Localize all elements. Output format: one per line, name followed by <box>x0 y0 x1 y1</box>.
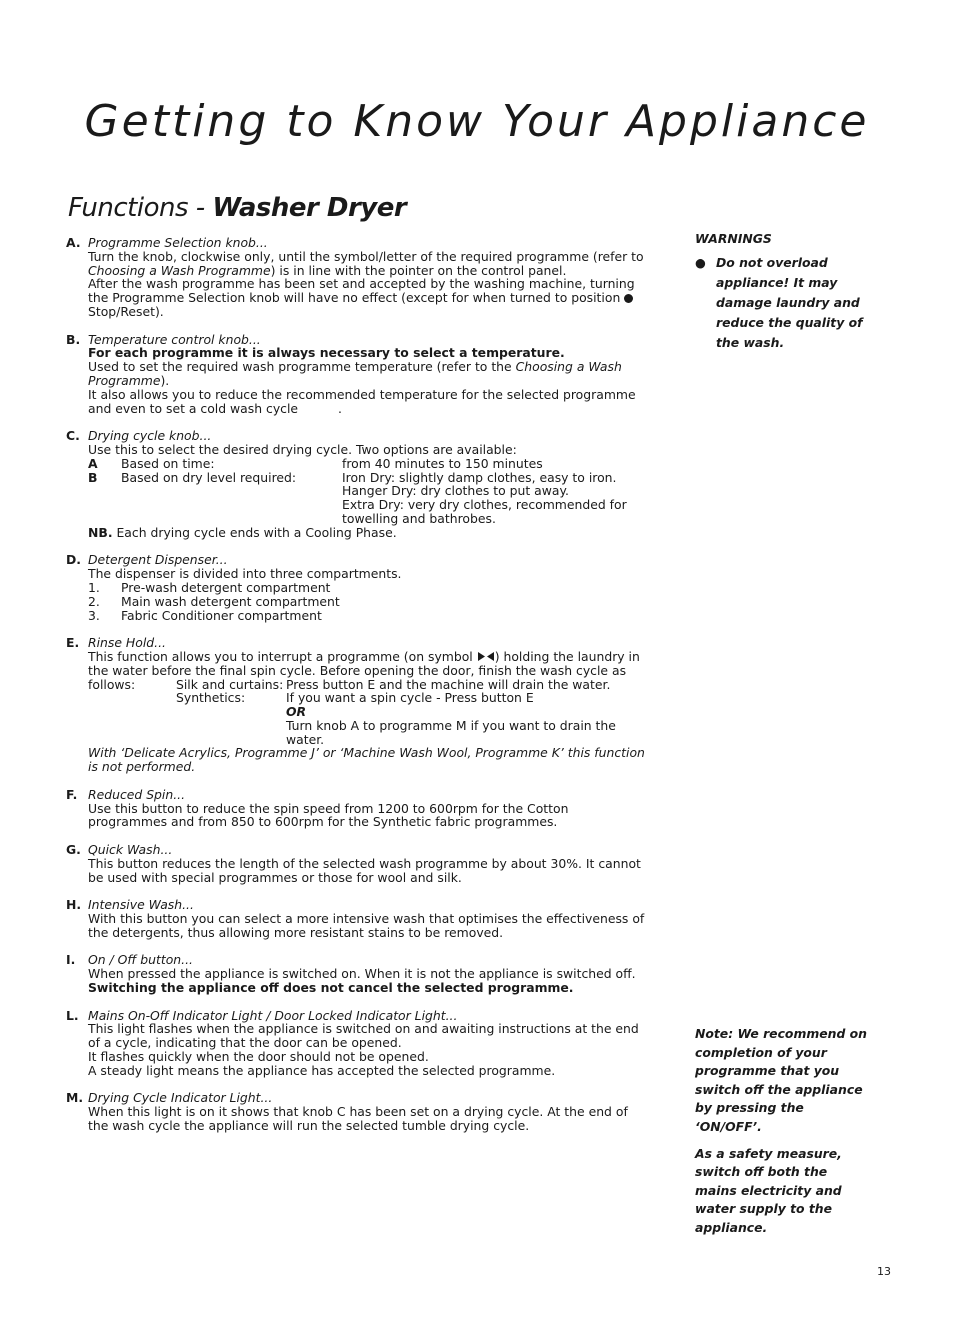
subtitle-bold: Washer Dryer <box>212 193 407 223</box>
function-bold-text: Switching the appliance off does not cancel the selected programme. <box>88 980 574 996</box>
list-item <box>88 581 646 595</box>
list-text: Main wash detergent compartment <box>121 593 340 609</box>
follows-label: follows: <box>88 676 136 692</box>
option-value: Turn knob A to programme M if you want to drain the water. <box>286 717 616 747</box>
function-heading: Drying Cycle Indicator Light... <box>88 1090 273 1106</box>
function-heading: Drying cycle knob... <box>88 428 212 444</box>
function-text: The dispenser is divided into three compartments. <box>88 566 402 582</box>
function-letter: C. <box>66 428 80 444</box>
function-c <box>66 429 646 539</box>
function-text: With this button you can select a more intensive wash that optimises the effectiveness of the detergents, thus allowing more resistant stains to be removed. <box>88 911 645 940</box>
text-run: ). <box>160 372 170 388</box>
option-value: Hanger Dry: dry clothes to put away. <box>342 483 569 499</box>
option-label: Based on time: <box>121 455 215 471</box>
function-text: When pressed the appliance is switched on. When it is not the appliance is switched off. <box>88 966 636 982</box>
note-text: As a safety measure, switch off both the mains electricity and water supply to the appliance. <box>695 1145 842 1235</box>
function-text <box>88 650 646 678</box>
text-run: Used to set the required wash programme temperature (refer to the <box>88 359 516 375</box>
function-heading: Quick Wash... <box>88 842 173 858</box>
function-heading: Detergent Dispenser... <box>88 552 228 568</box>
list-num: 3. <box>88 607 100 623</box>
option-label: Based on dry level required: <box>121 469 297 485</box>
function-text: Use this to select the desired drying cycle. Two options are available: <box>88 441 517 457</box>
option-value: If you want a spin cycle - Press button E <box>286 690 534 706</box>
function-heading: Mains On-Off Indicator Light / Door Locked Indicator Light... <box>88 1007 458 1023</box>
warnings-title: WARNINGS <box>695 231 772 246</box>
function-letter: L. <box>66 1007 79 1023</box>
nb-text: Each drying cycle ends with a Cooling Phase. <box>112 524 397 540</box>
function-g <box>66 843 646 884</box>
warning-text: Do not overload appliance! It may damage laundry and reduce the quality of the wash. <box>716 255 863 350</box>
section-subtitle <box>68 193 406 223</box>
subtitle-prefix: Functions - <box>68 193 213 223</box>
function-text: Use this button to reduce the spin speed from 1200 to 600rpm for the Cotton programmes and from 850 to 600rpm for the Synthetic fabric programmes. <box>88 800 569 830</box>
list-num: 1. <box>88 579 100 595</box>
function-text <box>88 277 646 318</box>
drying-option-b <box>88 471 646 526</box>
rinse-option-silk <box>88 678 646 692</box>
functions-list <box>66 236 646 1147</box>
option-label: Synthetics: <box>176 690 246 706</box>
list-item <box>88 595 646 609</box>
option-or: OR <box>286 704 307 720</box>
warnings-box <box>695 229 865 353</box>
function-letter: B. <box>66 331 81 347</box>
text-run: After the wash programme has been set and accepted by the washing machine, turning the Programme Selection knob will have no effect (except for when turned to position <box>88 276 635 306</box>
option-value: Iron Dry: slightly damp clothes, easy to iron. <box>342 469 617 485</box>
notes-box <box>695 1025 871 1246</box>
function-letter: I. <box>66 952 76 968</box>
text-run-italic: Choosing a Wash Programme <box>88 359 622 388</box>
text-run: This function allows you to interrupt a programme (on symbol <box>88 648 477 664</box>
function-note: With ‘Delicate Acrylics, Programme J’ or ‘Machine Wash Wool, Programme K’ this function is not performed. <box>88 745 645 775</box>
function-text <box>88 388 646 416</box>
text-run: It also allows you to reduce the recommended temperature for the selected programme and even to set a cold wash cycle <box>88 386 636 416</box>
list-text: Fabric Conditioner compartment <box>121 607 322 623</box>
function-heading: Reduced Spin... <box>88 786 186 802</box>
nb-label: NB. <box>88 524 113 540</box>
function-m <box>66 1091 646 1132</box>
text-run-italic: Choosing a Wash Programme <box>88 262 271 278</box>
function-e <box>66 636 646 774</box>
function-text: This button reduces the length of the selected wash programme by about 30%. It cannot be used with special programmes or those for wool and silk. <box>88 855 641 885</box>
stop-dot-icon <box>624 294 633 303</box>
function-letter: H. <box>66 897 82 913</box>
function-d <box>66 553 646 622</box>
option-key: A <box>88 455 98 471</box>
option-value: Press button E and the machine will drain the water. <box>286 676 611 692</box>
page-title: Getting to Know Your Appliance <box>84 96 870 147</box>
note-text: Note: We recommend on completion of your programme that you switch off the appliance by pressing the ‘ON/OFF’. <box>695 1026 868 1134</box>
function-letter: M. <box>66 1090 84 1106</box>
function-b <box>66 333 646 416</box>
rinse-hold-icon <box>477 651 495 662</box>
list-item <box>88 609 646 623</box>
bullet-icon: ● <box>695 255 706 270</box>
option-label: Silk and curtains: <box>176 676 284 692</box>
function-f <box>66 788 646 829</box>
function-l <box>66 1009 646 1078</box>
function-letter: E. <box>66 635 80 651</box>
function-letter: G. <box>66 842 81 858</box>
function-text <box>88 360 646 388</box>
function-text: It flashes quickly when the door should not be opened. <box>88 1049 429 1065</box>
function-letter: A. <box>66 235 81 250</box>
function-text: This light flashes when the appliance is switched on and awaiting instructions at the end of a cycle, indicating that the door can be opened. <box>88 1021 639 1051</box>
function-text: A steady light means the appliance has accepted the selected programme. <box>88 1062 556 1078</box>
text-run: ) holding the laundry in the water before the final spin cycle. Before opening the door, finish the wash cycle as <box>88 648 640 678</box>
function-bold-text: For each programme it is always necessary to select a temperature. <box>88 345 565 361</box>
warning-item <box>695 253 865 353</box>
text-run: ) is in line with the pointer on the control panel. <box>270 262 567 278</box>
text-run: . <box>338 400 342 416</box>
text-run: Stop/Reset). <box>88 303 164 319</box>
rinse-option-synthetics <box>88 691 646 746</box>
option-values <box>286 691 646 746</box>
option-value: Extra Dry: very dry clothes, recommended for towelling and bathrobes. <box>342 497 627 526</box>
option-value: from 40 minutes to 150 minutes <box>342 455 543 471</box>
page-number: 13 <box>877 1265 891 1278</box>
option-values <box>342 471 646 526</box>
function-h <box>66 898 646 939</box>
nb-note <box>88 526 646 540</box>
function-letter: D. <box>66 552 81 568</box>
function-i <box>66 953 646 994</box>
function-letter: F. <box>66 786 78 802</box>
function-heading: On / Off button... <box>88 952 193 968</box>
function-a <box>66 236 646 319</box>
function-text: When this light is on it shows that knob C has been set on a drying cycle. At the end of the wash cycle the appliance will run the selected tumble drying cycle. <box>88 1104 628 1133</box>
option-key: B <box>88 469 98 485</box>
function-text <box>88 250 646 278</box>
function-heading: Rinse Hold... <box>88 635 166 651</box>
function-heading: Intensive Wash... <box>88 897 194 913</box>
function-heading: Temperature control knob... <box>88 331 261 347</box>
function-heading: Programme Selection knob... <box>88 235 268 250</box>
text-run: Turn the knob, clockwise only, until the symbol/letter of the required programme (refer to <box>88 248 644 264</box>
list-num: 2. <box>88 593 100 609</box>
list-text: Pre-wash detergent compartment <box>121 579 331 595</box>
drying-option-a <box>88 457 646 471</box>
